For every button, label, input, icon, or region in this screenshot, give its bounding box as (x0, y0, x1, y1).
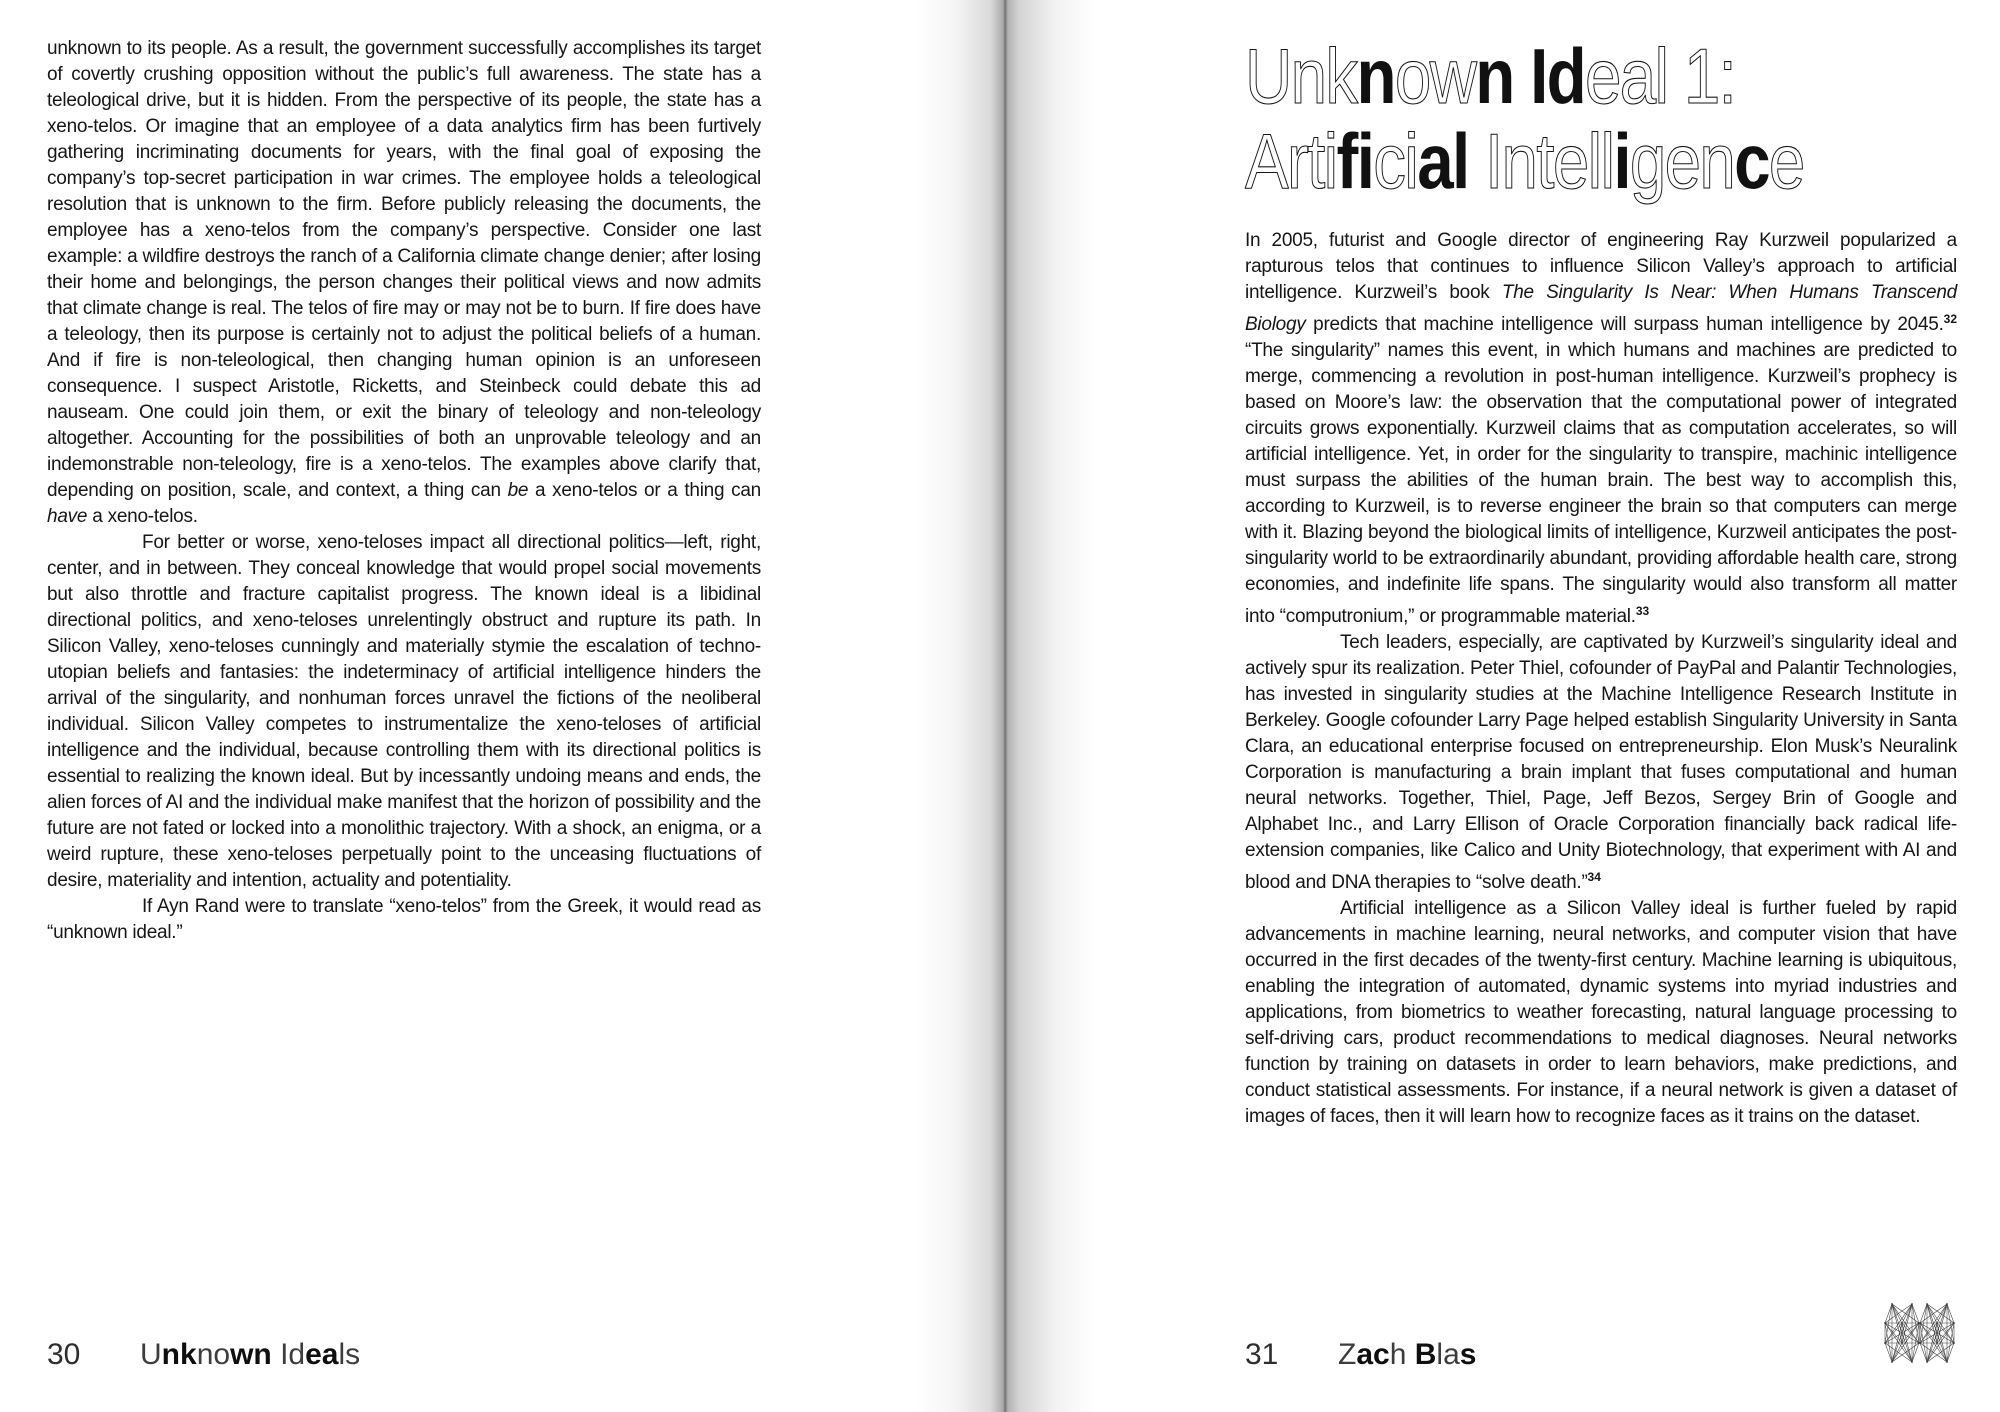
paragraph (1245, 630, 1957, 896)
text-segment: 32 (1943, 312, 1957, 326)
text-segment: be (507, 480, 529, 501)
chapter-title-line-2 (1245, 119, 1804, 204)
network-ornament-icon (1884, 1302, 1955, 1364)
text-segment: 34 (1587, 870, 1601, 884)
text-segment: have (47, 506, 88, 527)
right-text-column (1245, 228, 1957, 1130)
text-segment: n (1356, 32, 1395, 120)
paragraph (1245, 896, 1957, 1130)
text-segment: ci (1373, 117, 1418, 205)
page-number: 31 (1245, 1338, 1279, 1371)
text-segment: eal 1: (1584, 32, 1736, 120)
right-footer (1245, 1338, 1476, 1372)
text-segment: Unk (1245, 32, 1357, 120)
text-segment: Arti (1245, 117, 1337, 205)
running-title (1338, 1338, 1476, 1371)
text-segment: Id (1530, 32, 1585, 120)
text-segment: ow (1394, 32, 1476, 120)
text-segment: n (1475, 32, 1514, 120)
text-segment: Id (271, 1338, 306, 1371)
page-right (1000, 0, 2000, 1412)
text-segment: Tech leaders, especially, are captivated by Kurzweil’s singularity ideal and actively spur its realization. Peter Thiel, cofounder of PayPal and Palantir Technologies, has invested in singularity studies at the Machine Intelligence Research Institute in Berkeley. Google cofounder Larry Page helped establish Singularity University in Santa Clara, an educational enterprise focused on entrepreneurship. Elon Musk’s Neuralink Corporation is manufacturing a brain implant that fuses computational and human neural networks. Together, Thiel, Page, Jeff Bezos, Sergey Brin of Google and Alphabet Inc., and Larry Ellison of Oracle Corporation financially back radical life-extension companies, like Calico and Unity Biotechnology, that experiment with AI and blood and DNA therapies to “solve death.” (1245, 632, 1957, 893)
paragraph (47, 530, 761, 894)
text-segment: ac (1356, 1338, 1390, 1371)
left-footer (47, 1338, 360, 1372)
chapter-title-line-1 (1245, 34, 1804, 119)
text-segment: Artificial intelligence as a Silicon Valley ideal is further fueled by rapid advancements in machine learning, neural networks, and computer vision that have occurred in the first decades of the twenty-first century. Machine learning is ubiquitous, enabling the integration of automated, dynamic systems into myriad industries and applications, from biometrics to weather forecasting, natural language processing to self-driving cars, product recommendations to medical diagnoses. Neural networks function by training on datasets in order to learn behaviors, make predictions, and conduct statistical assessments. For instance, if a neural network is given a dataset of images of faces, then it will learn how to recognize faces as it trains on the dataset. (1245, 898, 1957, 1127)
text-segment: unknown to its people. As a result, the government successfully accomplishes its target of covertly crushing opposition without the public’s full awareness. The state has a teleological drive, but it is hidden. From the perspective of its people, the state has a xeno-telos. Or imagine that an employee of a data analytics firm has been furtively gathering incriminating documents for years, with the final goal of exposing the company’s top-secret participation in war crimes. The employee holds a teleological resolution that is unknown to the firm. Before publicly releasing the documents, the employee has a xeno-telos from the company’s perspective. Consider one last example: a wildfire destroys the ranch of a California climate change denier; after losing their home and belongings, the person changes their political views and now admits that climate change is real. The telos of fire may or may not be to burn. If fire does have a teleology, then its purpose is certainly not to adjust the political beliefs of a human. And if fire is non-teleological, then changing human opinion is an unforeseen consequence. I suspect Aristotle, Ricketts, and Steinbeck could debate this ad nauseam. One could join them, or exit the binary of teleology and non-teleology altogether. Accounting for the possibilities of both an unprovable teleology and an indemonstrable non-teleology, fire is a xeno-telos. The examples above clarify that, depending on position, scale, and context, a thing can (47, 38, 761, 501)
text-segment: wn (230, 1338, 272, 1371)
text-segment: Intell (1468, 117, 1614, 205)
text-segment: nk (161, 1338, 197, 1371)
text-segment: U (140, 1338, 162, 1371)
text-segment: predicts that machine intelligence will surpass human intelligence by 2045. (1305, 314, 1944, 335)
text-segment: If Ayn Rand were to translate “xeno-telos” from the Greek, it would read as “unknown ideal.” (47, 896, 761, 943)
text-segment: ls (338, 1338, 361, 1371)
text-segment: no (196, 1338, 231, 1371)
page-number: 30 (47, 1338, 81, 1371)
chapter-title (1245, 34, 1804, 204)
text-segment: a xeno-telos. (87, 506, 198, 527)
paragraph (47, 36, 761, 530)
text-segment: In 2005, futurist and Google director of engineering Ray Kurzweil popularized a rapturous telos that continues to influence Silicon Valley’s approach to artificial intelligence. Kurzweil’s book (1245, 230, 1957, 303)
text-segment: la (1436, 1338, 1460, 1371)
paragraph (1245, 228, 1957, 630)
text-segment: a xeno-telos or a thing can (528, 480, 761, 501)
text-segment: ea (305, 1338, 339, 1371)
left-text-column (47, 36, 761, 946)
text-segment: h (1389, 1338, 1415, 1371)
text-segment: i (1613, 117, 1630, 205)
text-segment: gen (1629, 117, 1735, 205)
text-segment: al (1417, 117, 1469, 205)
paragraph (47, 894, 761, 946)
running-title (140, 1338, 360, 1371)
text-segment: For better or worse, xeno-teloses impact all directional politics—left, right, center, and in between. They conceal knowledge that would propel social movements but also throttle and fracture capitalist progress. The known ideal is a libidinal directional politics, and xeno-teloses unrelentingly obstruct and rupture its path. In Silicon Valley, xeno-teloses cunningly and materially stymie the escalation of techno-utopian beliefs and fantasies: the indeterminacy of artificial intelligence hinders the arrival of the singularity, and nonhuman forces unravel the fictions of the neoliberal individual. Silicon Valley competes to instrumentalize the xeno-teloses of artificial intelligence and the individual, because controlling them with its directional politics is essential to realizing the known ideal. But by incessantly undoing means and ends, the alien forces of AI and the individual make manifest that the horizon of possibility and the future are not fated or locked into a monolithic trajectory. With a shock, an enigma, or a weird rupture, these xeno-teloses perpetually point to the unceasing fluctuations of desire, materiality and intention, actuality and potentiality. (47, 532, 761, 891)
text-segment: fi (1336, 117, 1374, 205)
text-segment: s (1459, 1338, 1477, 1371)
text-segment: e (1768, 117, 1804, 205)
text-segment: c (1734, 117, 1769, 205)
text-segment: “The singularity” names this event, in which humans and machines are predicted to merge, commencing a revolution in post-human intelligence. Kurzweil’s prophecy is based on Moore’s law: the observation that the computational power of integrated circuits grows exponentially. Kurzweil claims that as computation accelerates, so will artificial intelligence. Yet, in order for the singularity to transpire, machinic intelligence must surpass the abilities of the human brain. The best way to accomplish this, according to Kurzweil, is to reverse engineer the brain so that computers can merge with it. Blazing beyond the biological limits of intelligence, Kurzweil anticipates the post-singularity world to be extraordinarily abundant, providing affordable health care, strong economies, and indefinite life spans. The singularity would also transform all matter into “computronium,” or programmable material. (1245, 340, 1957, 627)
text-segment: The Singularity Is Near: When Humans Transcend Biology (1245, 282, 1957, 335)
text-segment: B (1414, 1338, 1437, 1371)
text-segment: 33 (1635, 604, 1650, 618)
text-segment (1514, 32, 1531, 120)
text-segment: Z (1338, 1338, 1357, 1371)
